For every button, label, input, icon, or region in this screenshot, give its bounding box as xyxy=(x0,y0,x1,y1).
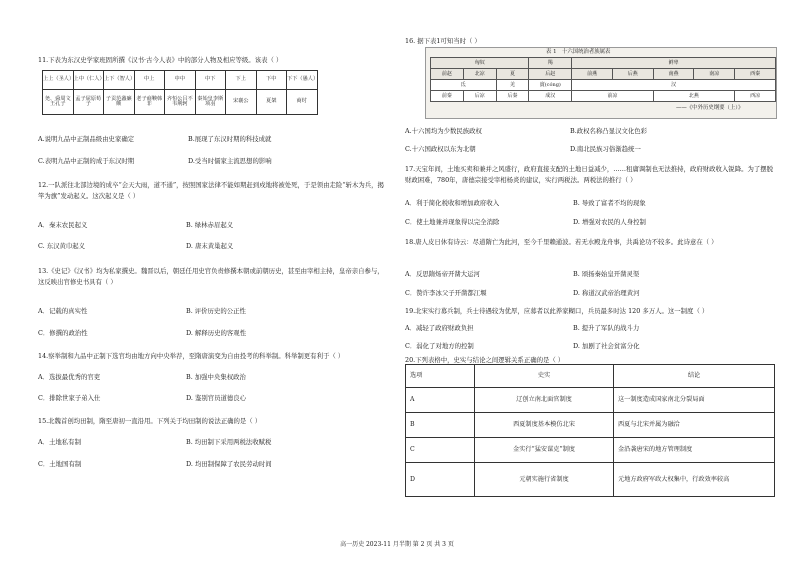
q20-head: 选项 xyxy=(406,365,475,388)
q16-cell: 北凉 xyxy=(463,69,496,80)
q16-stem: 16. 据下表1可知当时（ ） xyxy=(405,37,481,45)
q14-option-a[interactable]: A．选拔最优秀的官吏 xyxy=(38,373,101,381)
table-row[interactable] xyxy=(406,438,775,463)
table-row[interactable] xyxy=(406,463,775,497)
q16-cell: 后燕 xyxy=(612,69,653,80)
q13-stem: 13.《史记》《汉书》均为私家撰史。魏晋以后，朝廷任用史官负责修撰本朝或前朝历史，甚至由宰相主持，皇帝亲自参与，这反映出官修史书具有（ ） xyxy=(38,267,384,286)
q19-option-c[interactable]: C．弱化了对地方的控制 xyxy=(405,342,474,350)
q20-option: C xyxy=(406,438,475,463)
q20-option: A xyxy=(406,388,475,413)
q16-cell: 南燕 xyxy=(653,69,694,80)
q12-stem: 12.一队派往北部边境的成卒“会天大雨，道不通”，按照国家法律不能如期赶到戍地将被处死，于是领由走险“斩木为兵，揭竿为旗”发动起义。这次起义是（ ） xyxy=(38,181,384,200)
grade-cell: 上下（智人） xyxy=(104,71,135,90)
q16-table-image xyxy=(425,47,777,119)
q16-cell: 西秦 xyxy=(735,69,776,80)
q16-cell: 北燕 xyxy=(653,91,734,102)
q16-head: 匈奴 xyxy=(431,58,529,69)
q15-option-d[interactable]: D. 均田制保障了农民劳动时间 xyxy=(186,460,272,468)
grade-cell: 中中 xyxy=(165,71,196,90)
q16-cell: 賨(cóng) xyxy=(529,80,572,91)
q12-option-a[interactable]: A．秦末农民起义 xyxy=(38,221,88,229)
person-cell: 秦始皇李斯项羽 xyxy=(195,90,226,115)
q16-cell: 羌 xyxy=(496,80,529,91)
q17-option-d[interactable]: D. 增强对农民的人身控制 xyxy=(573,218,646,226)
grade-cell: 下下（愚人） xyxy=(287,71,318,90)
q13-option-d[interactable]: D. 解释历史的客观性 xyxy=(186,329,247,337)
person-cell: 孟子屈原荀子 xyxy=(73,90,104,115)
q17-option-a[interactable]: A．利于简化税收和增加政府收入 xyxy=(405,199,500,207)
q19-stem: 19.北宋实行募兵制，兵士待遇较为优厚，应募者以此养家糊口，兵员最多时达 120 多万人。这一制度（ ） xyxy=(405,307,709,315)
q18-option-b[interactable]: B. 颂扬秦始皇开凿灵渠 xyxy=(573,270,640,278)
grade-cell: 上上（圣人） xyxy=(43,71,74,90)
q16-cell: 西凉 xyxy=(735,91,776,102)
q13-option-a[interactable]: A．记载的真实性 xyxy=(38,307,88,315)
q20-option: B xyxy=(406,413,475,438)
q17-option-c[interactable]: C．使土地兼并现象得以完全消除 xyxy=(405,218,500,226)
q20-conclusion: 金沿袭唐宋的地方管理制度 xyxy=(614,438,775,463)
q13-option-c[interactable]: C．修撰的政治性 xyxy=(38,329,88,337)
q16-cell: 后凉 xyxy=(463,91,496,102)
table-row[interactable] xyxy=(406,413,775,438)
q20-fact: 辽创立南北面官制度 xyxy=(475,388,614,413)
person-cell: 老子商鞅韩非 xyxy=(134,90,165,115)
q15-option-a[interactable]: A．土地私有制 xyxy=(38,438,81,446)
q16-cell: 后赵 xyxy=(529,69,572,80)
grade-cell: 下上 xyxy=(226,71,257,90)
q13-option-b[interactable]: B. 评价历史的公正性 xyxy=(186,307,246,315)
q11-option-c[interactable]: C.表明九品中正制的成于东汉时期 xyxy=(38,157,135,165)
q11-option-d[interactable]: D.受当时儒家主流思想的影响 xyxy=(188,157,272,165)
q16-cell: 前燕 xyxy=(572,69,613,80)
q16-head: 鲜卑 xyxy=(572,58,776,69)
person-cell: 尧、舜周文王孔子 xyxy=(43,90,74,115)
q19-option-a[interactable]: A．减轻了政府财政负担 xyxy=(405,324,474,332)
q16-cell: 汉 xyxy=(572,80,776,91)
q20-head: 结论 xyxy=(614,365,775,388)
q17-option-b[interactable]: B. 导致了富者不均的现象 xyxy=(573,199,646,207)
q16-cell: 前赵 xyxy=(431,69,464,80)
q11-stem: 11.下表为东汉史学家班固所撰《汉书·古今人表》中的部分人物及相应等级。该表（ ） xyxy=(38,56,283,64)
person-cell: 子贡范蠡廉颇 xyxy=(104,90,135,115)
q16-cell: 后秦 xyxy=(496,91,529,102)
person-cell: 夏桀 xyxy=(256,90,287,115)
q20-fact: 西夏制度基本模仿北宋 xyxy=(475,413,614,438)
q15-option-c[interactable]: C．土地国有制 xyxy=(38,460,82,468)
q20-conclusion: 西夏与北宋并属为融洽 xyxy=(614,413,775,438)
q12-option-b[interactable]: B. 绿林赤眉起义 xyxy=(186,221,234,229)
person-cell: 商纣 xyxy=(287,90,318,115)
q12-option-c[interactable]: C. 东汉黄巾起义 xyxy=(38,242,86,250)
q20-head: 史实 xyxy=(475,365,614,388)
q16-table xyxy=(430,57,776,102)
q11-option-b[interactable]: B.展现了东汉时期的科技成就 xyxy=(188,135,272,143)
q20-conclusion: 元地方政府军政大权集中，行政效率较高 xyxy=(614,463,775,497)
q16-cell: 南凉 xyxy=(694,69,735,80)
q14-option-b[interactable]: B. 加强中央集权政治 xyxy=(186,373,246,381)
q16-cell: 氐 xyxy=(431,80,497,91)
q20-fact: 金实行“猛安谋克”制度 xyxy=(475,438,614,463)
grade-cell: 中上 xyxy=(134,71,165,90)
page-footer: 高一历史 2023-11 月半期 第 2 页 共 3 页 xyxy=(340,541,454,548)
q11-table xyxy=(42,70,318,115)
q16-source: ——《中外历史纲要（上）》 xyxy=(676,105,744,111)
q19-option-d[interactable]: D. 加剧了社会贫富分化 xyxy=(573,342,640,350)
grade-cell: 中下 xyxy=(195,71,226,90)
q18-option-a[interactable]: A．反思隋炀帝开凿大运河 xyxy=(405,270,480,278)
q20-fact: 元朝实施行省制度 xyxy=(475,463,614,497)
q15-option-b[interactable]: B. 均田制下采用两税法收赋税 xyxy=(186,438,272,446)
table-row[interactable] xyxy=(406,388,775,413)
q18-stem: 18.唐人皮日休有诗云：尽道隋亡为此河，至今千里赖通波。若无水殿龙舟事，共禹论功不较多。此诗意在（ ） xyxy=(405,238,718,246)
q14-stem: 14.察举制和九品中正制下选官均由地方向中央举荐，至隋唐演变为自由投考的科举制。科举制更有利于（ ） xyxy=(38,352,345,360)
q16-caption: 表 1 十六国统治者族属表 xyxy=(546,49,611,55)
q16-head: 羯 xyxy=(529,58,572,69)
q16-cell: 成汉 xyxy=(529,91,572,102)
person-cell: 齐恒公吕不韦荆轲 xyxy=(165,90,196,115)
q16-option-d[interactable]: D.南北民族习俗渐趋统一 xyxy=(570,145,641,153)
q14-option-c[interactable]: C．排除世家子弟入仕 xyxy=(38,394,101,402)
q18-option-d[interactable]: D. 称道汉武帝治理黄河 xyxy=(573,289,640,297)
person-cell: 宋襄公 xyxy=(226,90,257,115)
q16-cell: 前秦 xyxy=(431,91,464,102)
q20-stem: 20.下列表格中，史实与结论之间逻辑关系正确的是（ ） xyxy=(405,356,565,364)
q12-option-d[interactable]: D. 唐末黄巢起义 xyxy=(186,242,234,250)
q19-option-b[interactable]: B. 提升了军队的战斗力 xyxy=(573,324,640,332)
q16-option-a[interactable]: A.十六国均为少数民族政权 xyxy=(405,127,482,135)
q11-option-a[interactable]: A.说明九品中正制品级由史家确定 xyxy=(38,135,135,143)
q17-stem: 17.天宝年间，土地买卖和兼并之风盛行，政府直接支配的土地日益减少，……租庸调制也无法推持，政府财政收入锐降。为了摆脱财政困难，780年，唐德宗接受宰相杨炎的建议，实行两税法。两税法的推行（ ） xyxy=(405,165,774,184)
q16-option-b[interactable]: B.政权名称凸显汉文化色彩 xyxy=(570,127,648,135)
q16-cell: 夏 xyxy=(496,69,529,80)
q16-cell: 前凉 xyxy=(572,91,653,102)
q18-option-c[interactable]: C．赞许李冰父子开凿都江堰 xyxy=(405,289,487,297)
grade-cell: 上中（仁人） xyxy=(73,71,104,90)
q15-stem: 15.北魏首创均田制，隋至唐初一直沿用。下列关于均田制的说法正确的是（ ） xyxy=(38,417,262,425)
q14-option-d[interactable]: D. 鉴别官员道德良心 xyxy=(186,394,247,402)
q20-option: D xyxy=(406,463,475,497)
q20-table xyxy=(405,364,775,497)
q20-conclusion: 这一制度造成国家南北分裂局面 xyxy=(614,388,775,413)
grade-cell: 下中 xyxy=(256,71,287,90)
q16-option-c[interactable]: C.十六国政权以东为北朝 xyxy=(405,145,476,153)
